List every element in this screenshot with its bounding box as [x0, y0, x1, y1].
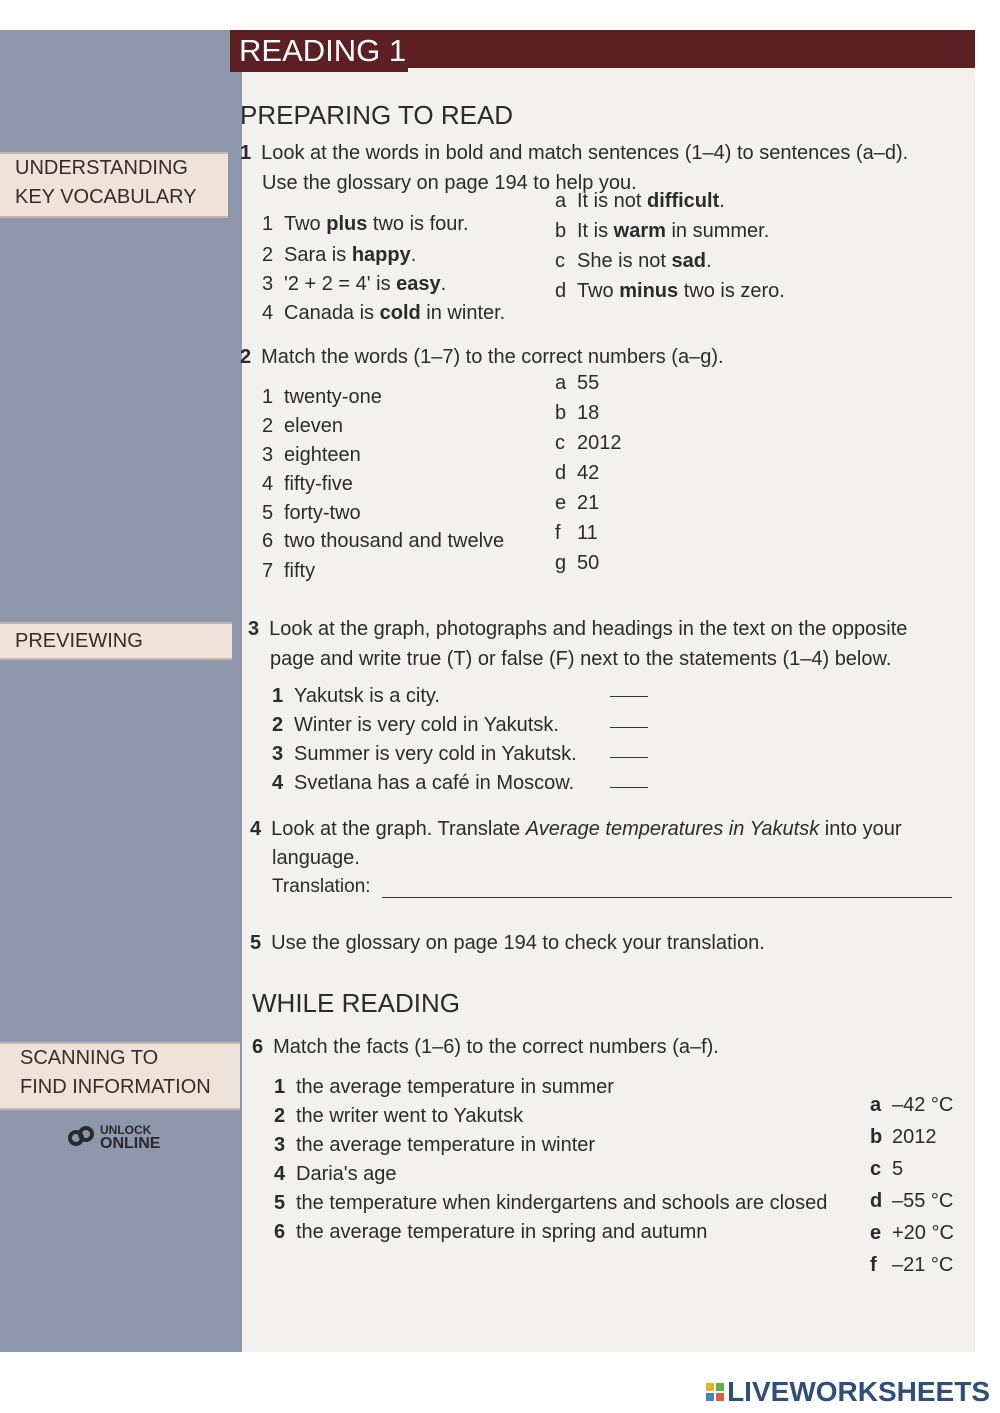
q2-right-item: g 50 [555, 552, 600, 574]
q-number: 3 [248, 618, 260, 640]
q6-right-item: e +20 °C [870, 1222, 954, 1244]
q2-right-item: a 55 [555, 372, 600, 394]
q1-left-item: 1 Two plus two is four. [262, 213, 469, 235]
q1-right-item: d Two minus two is zero. [555, 280, 785, 302]
q2-right-item: d 42 [555, 462, 600, 484]
page-title: READING 1 [230, 30, 408, 72]
section-heading-preparing: PREPARING TO READ [240, 100, 514, 130]
answer-blank[interactable] [610, 787, 648, 788]
q1-right-item: b It is warm in summer. [555, 220, 770, 242]
grid-logo-icon [706, 1383, 724, 1401]
side-label-line: UNDERSTANDING [15, 157, 188, 179]
liveworksheets-logo [706, 1376, 990, 1408]
side-label-line: SCANNING TO [20, 1047, 159, 1069]
side-label-line: KEY VOCABULARY [15, 186, 197, 208]
q-number: 4 [250, 818, 262, 840]
q6-right-item: c 5 [870, 1158, 904, 1180]
q-text: Look at the words in bold and match sentences (1–4) to sentences (a–d). [261, 142, 909, 164]
translation-label: Translation: [272, 876, 371, 897]
q-number: 6 [252, 1036, 264, 1058]
q6-left-item: 4 Daria's age [274, 1163, 397, 1185]
q1-instruction [240, 142, 908, 165]
q1-right-item: a It is not difficult. [555, 190, 725, 212]
q6-left-item: 3 the average temperature in winter [274, 1134, 596, 1156]
q2-right-item: c 2012 [555, 432, 622, 454]
q2-left-item: 3 eighteen [262, 444, 361, 466]
q1-instruction-2: Use the glossary on page 194 to help you. [262, 172, 637, 194]
q6-left-item: 6 the average temperature in spring and autumn [274, 1221, 708, 1243]
q3-instruction-2: page and write true (T) or false (F) next to the statements (1–4) below. [270, 648, 892, 670]
q3-item: 3 Summer is very cold in Yakutsk. [272, 743, 577, 765]
side-label-line: FIND INFORMATION [20, 1076, 211, 1098]
unlock-online-badge[interactable] [68, 1123, 160, 1151]
q6-right-item: f –21 °C [870, 1254, 954, 1276]
q1-left-item: 3 '2 + 2 = 4' is easy. [262, 273, 447, 295]
unlock-line: UNLOCK [100, 1123, 152, 1137]
q4-instruction: 4 Look at the graph. Translate Average temperatures in Yakutsk into your [250, 818, 902, 840]
q6-right-item: d –55 °C [870, 1190, 954, 1212]
answer-blank[interactable] [610, 727, 648, 728]
q2-left-item: 4 fifty-five [262, 473, 353, 495]
q-text: Match the facts (1–6) to the correct numbers (a–f). [273, 1036, 719, 1058]
q2-left-item: 7 fifty [262, 560, 316, 582]
q2-left-item: 2 eleven [262, 415, 343, 437]
answer-blank[interactable] [610, 757, 648, 758]
q2-left-item: 5 forty-two [262, 502, 361, 524]
q2-instruction [240, 346, 724, 369]
q6-left-item: 2 the writer went to Yakutsk [274, 1105, 524, 1127]
brand-name: LIVEWORKSHEETS [727, 1376, 990, 1407]
q-text: Look at the graph, photographs and headings in the text on the opposite [269, 618, 908, 640]
q-number: 1 [240, 142, 252, 164]
q2-right-item: f 11 [555, 522, 598, 544]
q-number: 2 [240, 346, 252, 368]
q6-instruction [252, 1036, 719, 1059]
q1-left-item: 2 Sara is happy. [262, 244, 417, 266]
q2-left-item: 6 two thousand and twelve [262, 530, 505, 552]
side-label-line: PREVIEWING [15, 630, 143, 652]
q1-right-item: c She is not sad. [555, 250, 712, 272]
q-text: Use the glossary on page 194 to check your translation. [271, 932, 765, 954]
unlock-line: ONLINE [100, 1135, 161, 1152]
q4-instruction-2: language. [272, 847, 360, 869]
link-icon [68, 1126, 96, 1148]
q3-instruction [248, 618, 907, 641]
q6-left-item: 5 the temperature when kindergartens and schools are closed [274, 1192, 828, 1214]
q5-instruction [250, 932, 765, 955]
translation-input[interactable] [382, 897, 952, 898]
side-label-understanding [0, 152, 228, 218]
q2-right-item: b 18 [555, 402, 600, 424]
q6-right-item: a –42 °C [870, 1094, 954, 1116]
worksheet-page [0, 30, 975, 1352]
q6-right-item: b 2012 [870, 1126, 937, 1148]
sidebar [0, 30, 242, 1352]
side-label-previewing [0, 622, 232, 660]
q2-left-item: 1 twenty-one [262, 386, 382, 408]
q6-left-item: 1 the average temperature in summer [274, 1076, 614, 1098]
q3-item: 1 Yakutsk is a city. [272, 685, 440, 707]
q3-item: 4 Svetlana has a café in Moscow. [272, 772, 575, 794]
q1-left-item: 4 Canada is cold in winter. [262, 302, 506, 324]
q2-right-item: e 21 [555, 492, 600, 514]
section-heading-while: WHILE READING [252, 988, 461, 1018]
q-text: Match the words (1–7) to the correct numbers (a–g). [261, 346, 724, 368]
q3-item: 2 Winter is very cold in Yakutsk. [272, 714, 559, 736]
side-label-scanning [0, 1042, 240, 1110]
answer-blank[interactable] [610, 696, 648, 697]
q-number: 5 [250, 932, 262, 954]
